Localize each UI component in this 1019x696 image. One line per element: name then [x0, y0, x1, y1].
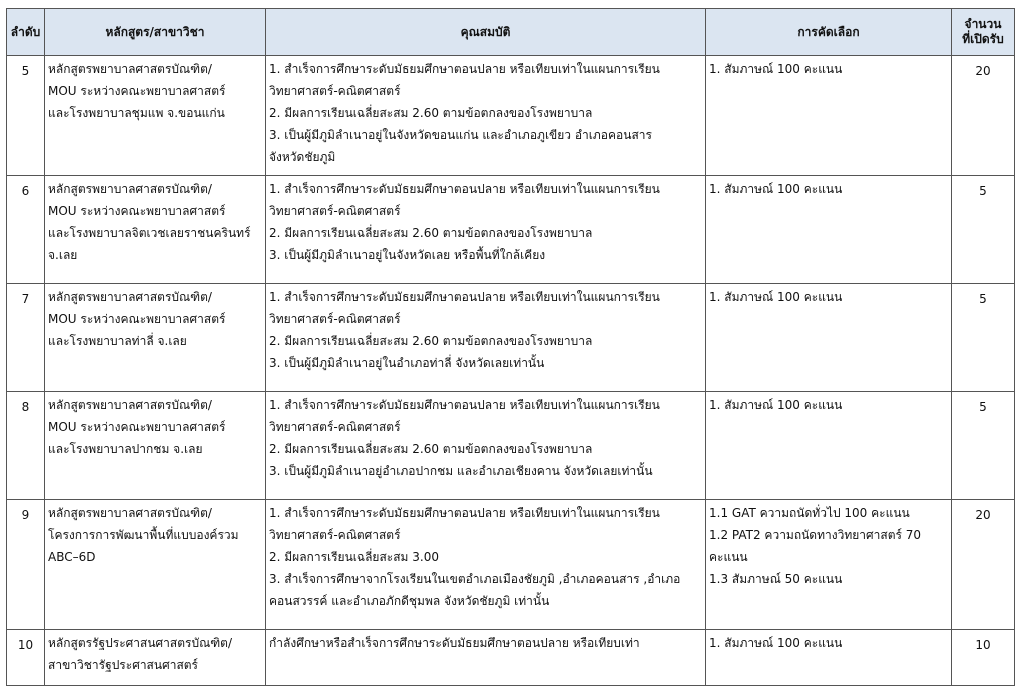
qualification-line: 1. สำเร็จการศึกษาระดับมัธยมศึกษาตอนปลาย หรือเทียบเท่าในแผนการเรียน: [269, 506, 660, 520]
qualification-line: 3. สำเร็จการศึกษาจากโรงเรียนในเขตอำเภอเมืองชัยภูมิ ,อำเภอคอนสาร ,อำเภอ: [269, 572, 681, 586]
qualifications-cell: [266, 176, 706, 284]
program-line: สาขาวิชารัฐประศาสนศาสตร์: [48, 658, 198, 672]
program-cell: [45, 630, 266, 686]
row-number: 7: [7, 284, 45, 392]
qualification-line: 1. สำเร็จการศึกษาระดับมัธยมศึกษาตอนปลาย หรือเทียบเท่าในแผนการเรียน: [269, 62, 660, 76]
qualifications-cell: [266, 392, 706, 500]
qualification-line: 3. เป็นผู้มีภูมิลำเนาอยู่อำเภอปากชม และอำเภอเชียงคาน จังหวัดเลยเท่านั้น: [269, 464, 653, 478]
qualification-line: วิทยาศาสตร์-คณิตศาสตร์: [269, 420, 401, 434]
seats-cell: 5: [952, 284, 1015, 392]
selection-cell: [706, 284, 952, 392]
header-seats-line1: จำนวน: [964, 17, 1002, 31]
seats-cell: 5: [952, 392, 1015, 500]
admission-table: [6, 8, 1015, 686]
row-number: 6: [7, 176, 45, 284]
qualification-line: 2. มีผลการเรียนเฉลี่ยสะสม 2.60 ตามข้อตกลงของโรงพยาบาล: [269, 226, 593, 240]
row-number: 9: [7, 500, 45, 630]
program-line: ABC–6D: [48, 550, 96, 564]
qualification-line: 2. มีผลการเรียนเฉลี่ยสะสม 2.60 ตามข้อตกลงของโรงพยาบาล: [269, 442, 593, 456]
program-line: โครงการการพัฒนาพื้นที่แบบองค์รวม: [48, 528, 239, 542]
qualifications-cell: [266, 56, 706, 176]
selection-line: 1. สัมภาษณ์ 100 คะแนน: [709, 290, 843, 304]
program-line: และโรงพยาบาลจิตเวชเลยราชนครินทร์: [48, 226, 251, 240]
row-number: 10: [7, 630, 45, 686]
program-line: MOU ระหว่างคณะพยาบาลศาสตร์: [48, 84, 226, 98]
selection-line: 1. สัมภาษณ์ 100 คะแนน: [709, 398, 843, 412]
program-line: MOU ระหว่างคณะพยาบาลศาสตร์: [48, 420, 226, 434]
program-line: หลักสูตรพยาบาลศาสตรบัณฑิต/: [48, 290, 212, 304]
qualifications-cell: [266, 630, 706, 686]
seats-cell: 5: [952, 176, 1015, 284]
header-selection: การคัดเลือก: [706, 9, 952, 56]
qualification-line: 2. มีผลการเรียนเฉลี่ยสะสม 3.00: [269, 550, 439, 564]
qualification-line: 1. สำเร็จการศึกษาระดับมัธยมศึกษาตอนปลาย หรือเทียบเท่าในแผนการเรียน: [269, 290, 660, 304]
program-line: และโรงพยาบาลปากชม จ.เลย: [48, 442, 203, 456]
selection-cell: [706, 392, 952, 500]
seats-cell: 20: [952, 500, 1015, 630]
seats-cell: 20: [952, 56, 1015, 176]
qualification-line: คอนสวรรค์ และอำเภอภักดีชุมพล จังหวัดชัยภูมิ เท่านั้น: [269, 594, 550, 608]
program-line: หลักสูตรพยาบาลศาสตรบัณฑิต/: [48, 62, 212, 76]
program-line: หลักสูตรพยาบาลศาสตรบัณฑิต/: [48, 182, 212, 196]
program-line: MOU ระหว่างคณะพยาบาลศาสตร์: [48, 312, 226, 326]
selection-cell: [706, 176, 952, 284]
selection-cell: [706, 500, 952, 630]
header-no: ลำดับ: [7, 9, 45, 56]
program-line: หลักสูตรพยาบาลศาสตรบัณฑิต/: [48, 398, 212, 412]
qualification-line: 3. เป็นผู้มีภูมิลำเนาอยู่ในจังหวัดเลย หรือพื้นที่ใกล้เคียง: [269, 248, 546, 262]
program-line: จ.เลย: [48, 248, 78, 262]
selection-line: 1. สัมภาษณ์ 100 คะแนน: [709, 62, 843, 76]
table-row: [7, 176, 1015, 284]
selection-line: 1.2 PAT2 ความถนัดทางวิทยาศาสตร์ 70: [709, 528, 922, 542]
selection-line: 1.1 GAT ความถนัดทั่วไป 100 คะแนน: [709, 506, 910, 520]
selection-line: 1. สัมภาษณ์ 100 คะแนน: [709, 182, 843, 196]
program-line: MOU ระหว่างคณะพยาบาลศาสตร์: [48, 204, 226, 218]
program-line: หลักสูตรรัฐประศาสนศาสตรบัณฑิต/: [48, 636, 233, 650]
selection-line: 1. สัมภาษณ์ 100 คะแนน: [709, 636, 843, 650]
header-seats-line2: ที่เปิดรับ: [962, 32, 1004, 46]
qualification-line: 2. มีผลการเรียนเฉลี่ยสะสม 2.60 ตามข้อตกลงของโรงพยาบาล: [269, 334, 593, 348]
table-row: [7, 630, 1015, 686]
table-row: [7, 56, 1015, 176]
table-row: [7, 500, 1015, 630]
qualification-line: จังหวัดชัยภูมิ: [269, 150, 336, 164]
qualification-line: 1. สำเร็จการศึกษาระดับมัธยมศึกษาตอนปลาย หรือเทียบเท่าในแผนการเรียน: [269, 182, 660, 196]
qualification-line: วิทยาศาสตร์-คณิตศาสตร์: [269, 312, 401, 326]
qualification-line: วิทยาศาสตร์-คณิตศาสตร์: [269, 84, 401, 98]
qualification-line: 2. มีผลการเรียนเฉลี่ยสะสม 2.60 ตามข้อตกลงของโรงพยาบาล: [269, 106, 593, 120]
qualification-line: วิทยาศาสตร์-คณิตศาสตร์: [269, 204, 401, 218]
qualification-line: 1. สำเร็จการศึกษาระดับมัธยมศึกษาตอนปลาย หรือเทียบเท่าในแผนการเรียน: [269, 398, 660, 412]
program-line: และโรงพยาบาลชุมแพ จ.ขอนแก่น: [48, 106, 225, 120]
seats-cell: 10: [952, 630, 1015, 686]
qualification-line: 3. เป็นผู้มีภูมิลำเนาอยู่ในจังหวัดขอนแก่น และอำเภอภูเขียว อำเภอคอนสาร: [269, 128, 652, 142]
program-line: และโรงพยาบาลท่าลี่ จ.เลย: [48, 334, 187, 348]
qualification-line: กำลังศึกษาหรือสำเร็จการศึกษาระดับมัธยมศึกษาตอนปลาย หรือเทียบเท่า: [269, 636, 640, 650]
program-cell: [45, 500, 266, 630]
header-row: [7, 9, 1015, 56]
qualifications-cell: [266, 284, 706, 392]
qualification-line: 3. เป็นผู้มีภูมิลำเนาอยู่ในอำเภอท่าลี่ จังหวัดเลยเท่านั้น: [269, 356, 545, 370]
table-row: [7, 284, 1015, 392]
program-cell: [45, 392, 266, 500]
program-line: หลักสูตรพยาบาลศาสตรบัณฑิต/: [48, 506, 212, 520]
qualifications-cell: [266, 500, 706, 630]
row-number: 8: [7, 392, 45, 500]
selection-line: 1.3 สัมภาษณ์ 50 คะแนน: [709, 572, 843, 586]
header-qualifications: คุณสมบัติ: [266, 9, 706, 56]
header-seats: [952, 9, 1015, 56]
selection-cell: [706, 630, 952, 686]
selection-cell: [706, 56, 952, 176]
qualification-line: วิทยาศาสตร์-คณิตศาสตร์: [269, 528, 401, 542]
table-row: [7, 392, 1015, 500]
program-cell: [45, 176, 266, 284]
header-program: หลักสูตร/สาขาวิชา: [45, 9, 266, 56]
program-cell: [45, 56, 266, 176]
program-cell: [45, 284, 266, 392]
row-number: 5: [7, 56, 45, 176]
selection-line: คะแนน: [709, 550, 748, 564]
